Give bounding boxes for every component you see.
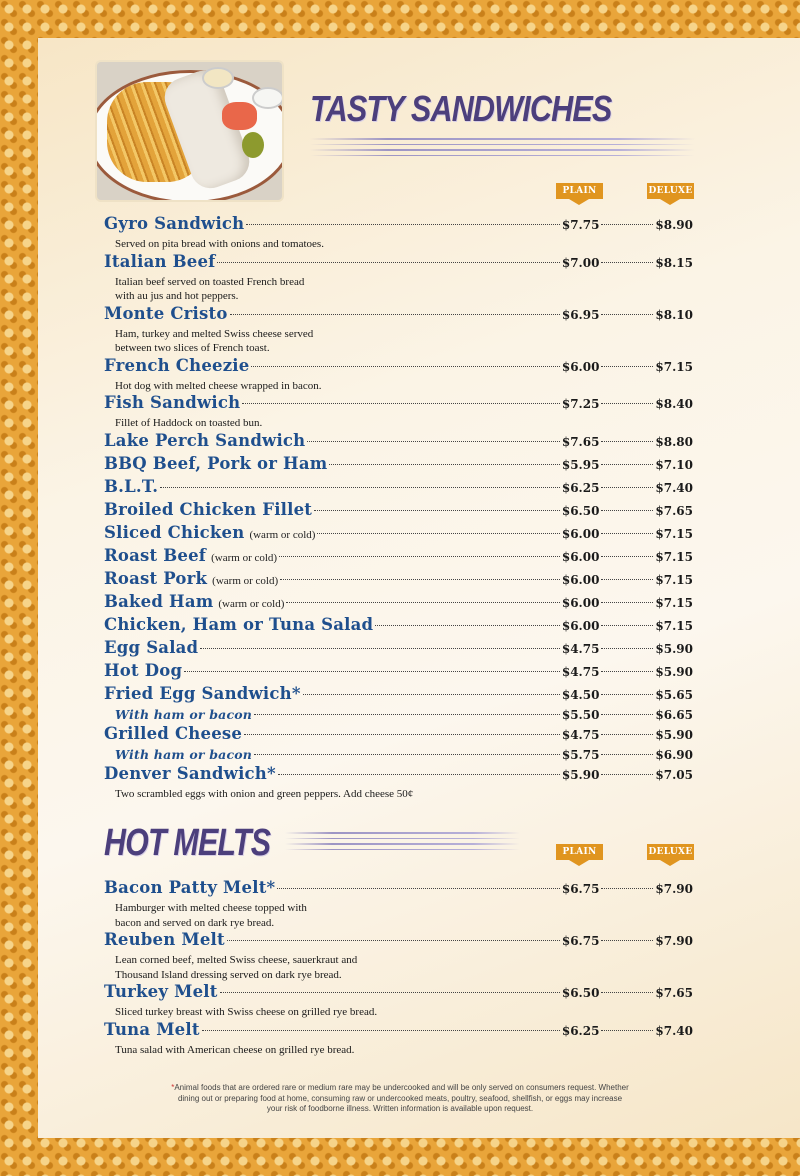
disclaimer-text: Animal foods that are ordered rare or medium rare may be undercooked and will be only served on consumers request. Whether dining out or preparing food at home, consuming raw or undercooked meats, poultry, seafood, shellfish, or eggs may increase your risk of foodborne illness. Written information is available upon request. bbox=[174, 1083, 629, 1113]
plain-badge: PLAIN bbox=[556, 844, 603, 860]
deluxe-price: $6.90 bbox=[655, 747, 693, 762]
leader-dots bbox=[227, 940, 560, 941]
asterisk: * bbox=[171, 1083, 175, 1092]
subitem-name: With ham or bacon bbox=[115, 706, 253, 722]
item-name: Sliced Chicken bbox=[104, 522, 245, 542]
plain-price: $6.50 bbox=[561, 503, 600, 518]
plain-price: $4.75 bbox=[561, 727, 600, 742]
menu-subitem-row bbox=[104, 747, 693, 764]
leader-dots bbox=[286, 602, 559, 603]
leader-dots bbox=[184, 671, 560, 672]
item-name: Baked Ham bbox=[104, 591, 214, 611]
section-title-sandwiches: TASTY SANDWICHES bbox=[310, 88, 612, 129]
deluxe-price: $8.10 bbox=[655, 307, 693, 322]
plain-price: $7.25 bbox=[561, 397, 600, 411]
leader-dots bbox=[601, 403, 653, 404]
menu-item-row bbox=[104, 252, 693, 275]
item-name: Egg Salad bbox=[104, 637, 199, 657]
deluxe-price: $7.15 bbox=[655, 572, 693, 587]
plain-price: $4.75 bbox=[561, 664, 600, 679]
title-swoosh bbox=[285, 832, 520, 854]
item-description: Tuna salad with American cheese on grilled rye bread. bbox=[115, 1043, 355, 1056]
deluxe-price: $8.80 bbox=[655, 434, 693, 449]
menu-item-row bbox=[104, 615, 693, 638]
hot-melts-list bbox=[104, 878, 693, 1057]
item-name: Broiled Chicken Fillet bbox=[104, 499, 313, 519]
deluxe-badge: DELUXE bbox=[647, 183, 694, 199]
leader-dots bbox=[601, 734, 653, 735]
menu-subitem-row bbox=[104, 707, 693, 724]
item-description: Hamburger with melted cheese topped with bbox=[115, 902, 307, 914]
plain-price: $6.00 bbox=[561, 572, 600, 587]
menu-item-row bbox=[104, 431, 693, 454]
leader-dots bbox=[601, 1030, 653, 1031]
item-name: Turkey Melt bbox=[104, 982, 218, 1001]
plain-price: $6.00 bbox=[561, 618, 600, 633]
item-description: Ham, turkey and melted Swiss cheese served bbox=[115, 327, 314, 340]
food-safety-disclaimer bbox=[170, 1083, 630, 1115]
menu-item-row bbox=[104, 356, 693, 379]
leader-dots bbox=[601, 510, 653, 511]
leader-dots bbox=[279, 556, 560, 557]
section-title-hot-melts: HOT MELTS bbox=[104, 822, 271, 864]
leader-dots bbox=[317, 533, 559, 534]
item-name: Monte Cristo bbox=[104, 303, 228, 323]
menu-item-row bbox=[104, 661, 693, 684]
leader-dots bbox=[217, 262, 559, 263]
leader-dots bbox=[254, 714, 560, 715]
leader-dots bbox=[278, 774, 560, 775]
deluxe-price: $7.15 bbox=[655, 595, 693, 610]
leader-dots bbox=[601, 487, 653, 488]
plain-price: $7.65 bbox=[561, 434, 600, 449]
deluxe-price: $8.15 bbox=[655, 255, 693, 270]
menu-item-row bbox=[104, 500, 693, 523]
leader-dots bbox=[307, 441, 559, 442]
plain-price: $6.00 bbox=[561, 595, 600, 610]
item-name: Hot Dog bbox=[104, 660, 183, 680]
leader-dots bbox=[601, 579, 653, 580]
item-description: Sliced turkey breast with Swiss cheese on grilled rye bread. bbox=[115, 1006, 378, 1018]
item-description: with au jus and hot peppers. bbox=[115, 290, 239, 302]
menu-item-row bbox=[104, 304, 693, 327]
leader-dots bbox=[601, 314, 653, 315]
item-name: Grilled Cheese bbox=[104, 723, 243, 743]
leader-dots bbox=[601, 625, 653, 626]
leader-dots bbox=[601, 366, 653, 367]
deluxe-badge: DELUXE bbox=[647, 844, 694, 860]
deluxe-price: $7.40 bbox=[655, 1023, 693, 1038]
leader-dots bbox=[601, 694, 653, 695]
leader-dots bbox=[601, 992, 653, 993]
leader-dots bbox=[601, 774, 653, 775]
item-description: Fillet of Haddock on toasted bun. bbox=[115, 417, 263, 429]
item-description: Hot dog with melted cheese wrapped in bacon. bbox=[115, 379, 322, 392]
leader-dots bbox=[601, 464, 653, 465]
item-name: Reuben Melt bbox=[104, 930, 225, 949]
deluxe-price: $7.90 bbox=[655, 882, 693, 896]
leader-dots bbox=[601, 888, 653, 889]
item-name: Gyro Sandwich bbox=[104, 214, 245, 233]
deluxe-price: $6.65 bbox=[655, 707, 693, 722]
item-description: Italian beef served on toasted French bread bbox=[115, 275, 305, 288]
menu-item-row bbox=[104, 393, 693, 416]
menu-item-row bbox=[104, 477, 693, 500]
leader-dots bbox=[220, 992, 560, 993]
item-name: Fried Egg Sandwich* bbox=[104, 683, 301, 703]
deluxe-price: $7.65 bbox=[655, 986, 693, 1000]
plain-price: $6.75 bbox=[561, 882, 600, 896]
item-note: (warm or cold) bbox=[218, 597, 285, 610]
leader-dots bbox=[601, 714, 653, 715]
menu-item-row bbox=[104, 454, 693, 477]
deluxe-price: $7.05 bbox=[655, 767, 693, 782]
menu-item-row bbox=[104, 878, 693, 901]
leader-dots bbox=[601, 754, 653, 755]
menu-item-row bbox=[104, 684, 693, 707]
leader-dots bbox=[230, 314, 560, 315]
item-description: Two scrambled eggs with onion and green peppers. Add cheese 50¢ bbox=[115, 787, 414, 800]
leader-dots bbox=[314, 510, 560, 511]
item-note: (warm or cold) bbox=[212, 574, 279, 587]
deluxe-price: $5.90 bbox=[655, 664, 693, 679]
menu-item-row bbox=[104, 546, 693, 569]
item-name: Roast Beef bbox=[104, 545, 207, 565]
deluxe-price: $7.65 bbox=[655, 503, 693, 518]
leader-dots bbox=[242, 403, 560, 404]
menu-item-row bbox=[104, 764, 693, 787]
leader-dots bbox=[601, 224, 653, 225]
deluxe-price: $5.90 bbox=[655, 641, 693, 656]
gyro-fries-photo bbox=[97, 62, 282, 200]
leader-dots bbox=[160, 487, 560, 488]
item-name: BBQ Beef, Pork or Ham bbox=[104, 453, 328, 473]
leader-dots bbox=[601, 940, 653, 941]
menu-item-row bbox=[104, 569, 693, 592]
plain-price: $6.25 bbox=[561, 480, 600, 495]
deluxe-price: $7.90 bbox=[655, 934, 693, 948]
plain-price: $7.00 bbox=[561, 255, 600, 270]
deluxe-price: $7.15 bbox=[655, 618, 693, 633]
plain-price: $6.00 bbox=[561, 526, 600, 541]
sandwich-list bbox=[104, 214, 693, 801]
plain-price: $5.95 bbox=[561, 457, 600, 472]
item-name: Denver Sandwich* bbox=[104, 763, 276, 783]
plain-price: $6.95 bbox=[561, 307, 600, 322]
leader-dots bbox=[601, 556, 653, 557]
plain-price: $7.75 bbox=[561, 218, 600, 232]
menu-item-row bbox=[104, 982, 693, 1005]
item-description: between two slices of French toast. bbox=[115, 342, 270, 354]
leader-dots bbox=[601, 602, 653, 603]
title-swoosh bbox=[310, 138, 695, 160]
leader-dots bbox=[329, 464, 559, 465]
leader-dots bbox=[375, 625, 560, 626]
plain-price: $6.50 bbox=[561, 986, 600, 1000]
deluxe-price: $5.90 bbox=[655, 727, 693, 742]
deluxe-price: $7.40 bbox=[655, 480, 693, 495]
menu-item-row bbox=[104, 214, 693, 237]
item-description: Thousand Island dressing served on dark rye bread. bbox=[115, 968, 342, 981]
menu-item-row bbox=[104, 592, 693, 615]
leader-dots bbox=[601, 671, 653, 672]
menu-item-row bbox=[104, 638, 693, 661]
leader-dots bbox=[601, 441, 653, 442]
item-note: (warm or cold) bbox=[249, 528, 316, 541]
deluxe-price: $5.65 bbox=[655, 687, 693, 702]
item-name: Bacon Patty Melt* bbox=[104, 878, 276, 897]
leader-dots bbox=[601, 262, 653, 263]
item-note: (warm or cold) bbox=[211, 551, 278, 564]
deluxe-price: $7.15 bbox=[655, 359, 693, 374]
item-name: Lake Perch Sandwich bbox=[104, 430, 306, 450]
leader-dots bbox=[601, 533, 653, 534]
leader-dots bbox=[254, 754, 560, 755]
item-name: Roast Pork bbox=[104, 568, 208, 588]
item-name: Chicken, Ham or Tuna Salad bbox=[104, 614, 374, 634]
item-name: Fish Sandwich bbox=[104, 393, 241, 412]
leader-dots bbox=[200, 648, 560, 649]
plain-price: $5.50 bbox=[561, 707, 600, 722]
plain-price: $4.50 bbox=[561, 687, 600, 702]
plain-price: $5.90 bbox=[561, 767, 600, 782]
plain-badge: PLAIN bbox=[556, 183, 603, 199]
leader-dots bbox=[246, 224, 559, 225]
plain-price: $5.75 bbox=[561, 747, 600, 762]
deluxe-price: $7.15 bbox=[655, 549, 693, 564]
plain-price: $6.25 bbox=[561, 1023, 600, 1038]
item-name: Tuna Melt bbox=[104, 1019, 200, 1039]
plain-price: $6.75 bbox=[561, 934, 600, 948]
leader-dots bbox=[280, 579, 560, 580]
menu-item-row bbox=[104, 930, 693, 953]
plain-price: $6.00 bbox=[561, 549, 600, 564]
item-name: French Cheezie bbox=[104, 355, 250, 375]
deluxe-price: $7.15 bbox=[655, 526, 693, 541]
menu-item-row bbox=[104, 724, 693, 747]
subitem-name: With ham or bacon bbox=[115, 746, 253, 762]
plain-price: $4.75 bbox=[561, 641, 600, 656]
deluxe-price: $8.90 bbox=[655, 218, 693, 232]
leader-dots bbox=[601, 648, 653, 649]
item-description: Lean corned beef, melted Swiss cheese, sauerkraut and bbox=[115, 954, 358, 966]
deluxe-price: $7.10 bbox=[655, 457, 693, 472]
leader-dots bbox=[202, 1030, 560, 1031]
leader-dots bbox=[277, 888, 560, 889]
plain-price: $6.00 bbox=[561, 359, 600, 374]
leader-dots bbox=[251, 366, 559, 367]
item-name: B.L.T. bbox=[104, 476, 159, 496]
menu-item-row bbox=[104, 523, 693, 546]
item-description: bacon and served on dark rye bread. bbox=[115, 916, 275, 929]
leader-dots bbox=[244, 734, 560, 735]
menu-item-row bbox=[104, 1020, 693, 1043]
item-description: Served on pita bread with onions and tomatoes. bbox=[115, 238, 324, 250]
leader-dots bbox=[303, 694, 560, 695]
item-name: Italian Beef bbox=[104, 251, 216, 271]
deluxe-price: $8.40 bbox=[655, 397, 693, 411]
